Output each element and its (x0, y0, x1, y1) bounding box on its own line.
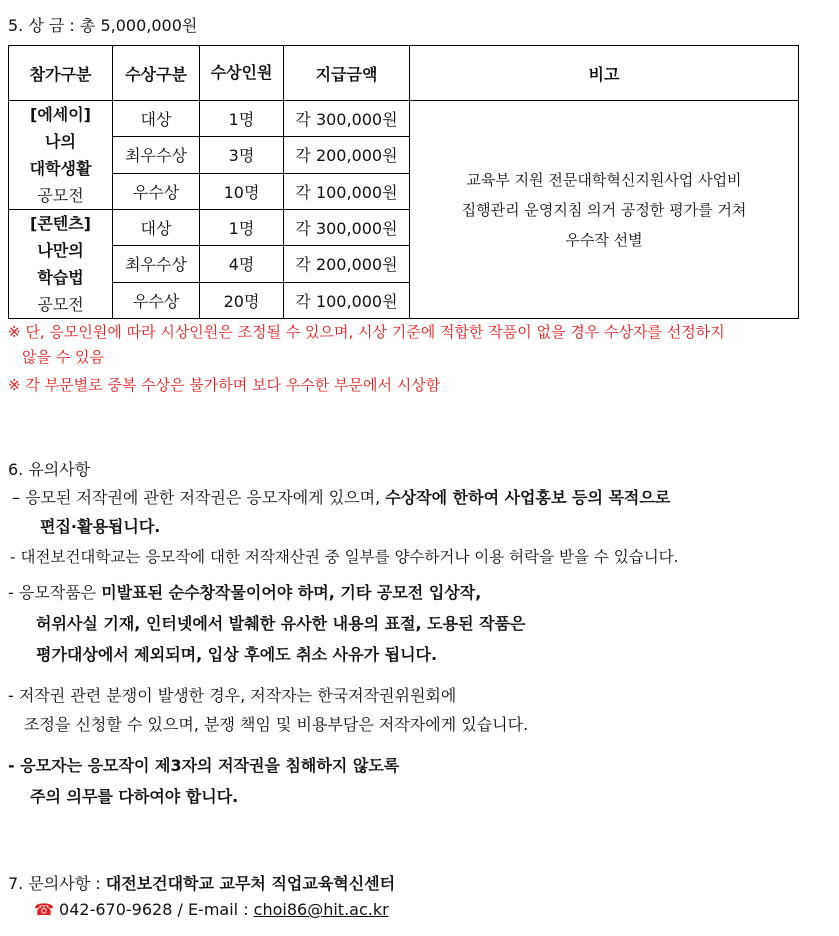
category-essay (9, 101, 113, 210)
contact-phone: 042-670-9628 (59, 900, 173, 919)
email-link[interactable]: choi86@hit.ac.kr (253, 900, 389, 919)
amount-cell: 각 200,000원 (284, 137, 410, 173)
caution-emphasis: - 응모자는 응모작이 제3자의 저작권을 침해하지 않도록 (8, 756, 400, 775)
caution-emphasis: 주의 의무를 다하여야 합니다. (30, 787, 239, 806)
prize-heading: 5. 상 금 : 총 5,000,000원 (8, 16, 198, 35)
amount-cell: 각 300,000원 (284, 101, 410, 137)
header-category: 참가구분 (9, 46, 113, 101)
caution-emphasis: 미발표된 순수창작물이어야 하며, 기타 공모전 입상작, (101, 583, 482, 602)
contact-line (8, 871, 395, 894)
remarks-line: 집행관리 운영지침 의거 공정한 평가를 거쳐 (461, 200, 747, 219)
category-content-line: 나만의 (37, 241, 84, 260)
header-award: 수상구분 (113, 46, 200, 101)
count-cell: 10명 (200, 173, 284, 209)
amount-cell: 각 300,000원 (284, 210, 410, 246)
caution-item: - 대전보건대학교는 응모작에 대한 저작재산권 중 일부를 양수하거나 이용 허락을 받을 수 있습니다. (10, 548, 679, 566)
caution-item: - 저작권 관련 분쟁이 발생한 경우, 저작자는 한국저작권위원회에 (8, 686, 457, 705)
count-cell: 1명 (200, 210, 284, 246)
header-amount: 지급금액 (284, 46, 410, 101)
caution-emphasis: 편집·활용됩니다. (40, 517, 161, 536)
caution-item: 조정을 신청할 수 있으며, 분쟁 책임 및 비용부담은 저작자에게 있습니다. (24, 715, 529, 734)
header-remarks: 비고 (410, 46, 799, 101)
category-essay-line: 공모전 (37, 186, 84, 205)
table-header-row (9, 46, 799, 101)
contact-details (34, 900, 389, 919)
caution-emphasis: 평가대상에서 제외되며, 입상 후에도 취소 사유가 됩니다. (36, 645, 438, 664)
count-cell: 1명 (200, 101, 284, 137)
contact-label: 7. 문의사항 : (8, 874, 106, 893)
caution-item (12, 485, 670, 508)
header-count: 수상인원 (200, 46, 284, 101)
caution-text: – 응모된 저작권에 관한 저작권은 응모자에게 있으며, (12, 488, 386, 507)
count-cell: 4명 (200, 246, 284, 282)
award-cell: 최우수상 (113, 137, 200, 173)
contact-org: 대전보건대학교 교무처 직업교육혁신센터 (105, 874, 396, 893)
caution-emphasis: 허위사실 기재, 인터넷에서 발췌한 유사한 내용의 표절, 도용된 작품은 (36, 614, 526, 633)
award-cell: 대상 (113, 210, 200, 246)
category-content (9, 210, 113, 319)
note-line: ※ 단, 응모인원에 따라 시상인원은 조정될 수 있으며, 시상 기준에 적합한 작품이 없을 경우 수상자를 선정하지 (8, 323, 725, 341)
note-line: ※ 각 부문별로 중복 수상은 불가하며 보다 우수한 부문에서 시상함 (8, 376, 441, 394)
category-content-line: 공모전 (37, 295, 84, 314)
phone-icon: ☎ (34, 900, 54, 919)
email-label: / E-mail : (172, 900, 254, 919)
cautions-heading: 6. 유의사항 (8, 460, 91, 479)
award-cell: 최우수상 (113, 246, 200, 282)
amount-cell: 각 200,000원 (284, 246, 410, 282)
caution-item (8, 580, 481, 603)
category-content-line: 학습법 (37, 268, 84, 287)
remarks-line: 교육부 지원 전문대학혁신지원사업 사업비 (466, 170, 742, 189)
table-row (9, 101, 799, 137)
remarks-line: 우수작 선별 (565, 230, 643, 249)
count-cell: 3명 (200, 137, 284, 173)
award-cell: 대상 (113, 101, 200, 137)
amount-cell: 각 100,000원 (284, 173, 410, 209)
category-content-line: [콘텐츠] (30, 214, 91, 233)
caution-emphasis: 수상작에 한하여 사업홍보 등의 목적으로 (385, 488, 671, 507)
award-cell: 우수상 (113, 173, 200, 209)
count-cell: 20명 (200, 282, 284, 318)
prize-table (8, 45, 799, 319)
caution-text: - 응모작품은 (8, 583, 102, 602)
award-cell: 우수상 (113, 282, 200, 318)
category-essay-line: 대학생활 (29, 159, 92, 178)
amount-cell: 각 100,000원 (284, 282, 410, 318)
note-line: 않을 수 있음 (22, 348, 104, 366)
remarks-cell (410, 101, 799, 319)
category-essay-line: [에세이] (30, 105, 91, 124)
category-essay-line: 나의 (45, 132, 76, 151)
